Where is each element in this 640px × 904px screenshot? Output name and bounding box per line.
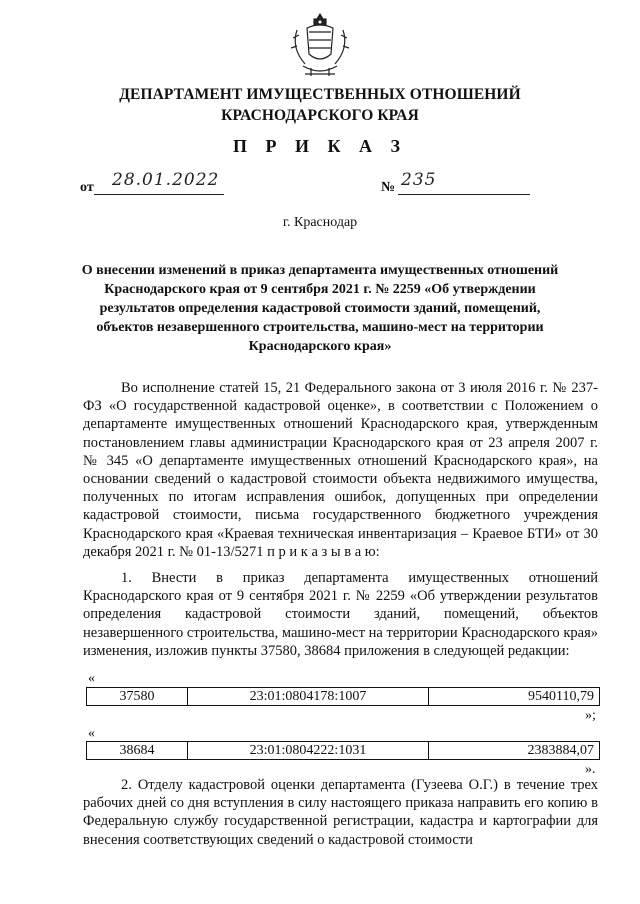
order-subject: О внесении изменений в приказ департамента имущественных отношений Краснодарского края от 9 сентября 2021 г. № 2259 «Об утверждении результатов определения кадастровой стоимости зданий, помещений, объектов незавершенного строительства, машино-мест на территории Краснодарского края» <box>81 263 559 354</box>
body-paragraph-2: 1. Внести в приказ департамента имущественных отношений Краснодарского края от 9 сентября 2021 г. № 2259 «Об утверждении результатов определения кадастровой стоимости зданий, помещений, объектов незавершенного строительства, машино-мест на территории Краснодарского края» изменения, изложив пункты 37580, 38684 приложения в следующей редакции: <box>83 570 598 659</box>
date-value: 28.01.2022 <box>112 170 220 190</box>
number-value: 235 <box>401 170 437 190</box>
date-label: от <box>80 180 94 195</box>
city: г. Краснодар <box>282 215 358 230</box>
open-quote-2: « <box>88 726 95 741</box>
close-quote-1: »; <box>585 708 596 723</box>
item-number: 38684 <box>87 742 188 760</box>
department-line-2: КРАСНОДАРСКОГО КРАЯ <box>221 107 419 124</box>
coat-of-arms-icon <box>285 10 355 80</box>
number-label: № <box>381 180 396 195</box>
cadastral-number: 23:01:0804222:1031 <box>188 742 429 760</box>
item-number: 37580 <box>87 688 188 706</box>
close-quote-2: ». <box>585 762 596 777</box>
replacement-table-1 <box>86 687 600 706</box>
open-quote-1: « <box>88 671 95 686</box>
body-paragraph-3: 2. Отделу кадастровой оценки департамента (Гузеева О.Г.) в течение трех рабочих дней со дня вступления в силу настоящего приказа направить его копию в Федеральную службу государственной регистрации, кадастра и картографии для внесения соответствующих сведений о кадастровой стоимости <box>83 777 598 848</box>
cadastral-value: 9540110,79 <box>429 688 600 706</box>
department-line-1: ДЕПАРТАМЕНТ ИМУЩЕСТВЕННЫХ ОТНОШЕНИЙ <box>119 86 521 103</box>
table-row <box>87 688 600 706</box>
department-name <box>0 84 640 126</box>
cadastral-number: 23:01:0804178:1007 <box>188 688 429 706</box>
replacement-table-2 <box>86 741 600 760</box>
cadastral-value: 2383884,07 <box>429 742 600 760</box>
table-row <box>87 742 600 760</box>
order-title: П Р И К А З <box>232 136 408 156</box>
body-paragraph-1: Во исполнение статей 15, 21 Федерального закона от 3 июля 2016 г. № 237-ФЗ «О государственной кадастровой оценке», в соответствии с Положением о департаменте имущественных отношений Краснодарского края, утвержденным постановлением главы администрации Краснодарского края от 23 апреля 2007 г. № 345 «О департаменте имущественных отношений Краснодарского края», на основании сведений о кадастровой стоимости объекта недвижимого имущества, полученных по итогам исправления ошибок, допущенных при определении кадастровой стоимости, письма государственного бюджетного учреждения Краснодарского края «Краевая техническая инвентаризация – Краевое БТИ» от 30 декабря 2021 г. № 01-13/5271 п р и к а з ы в а ю: <box>83 380 598 560</box>
